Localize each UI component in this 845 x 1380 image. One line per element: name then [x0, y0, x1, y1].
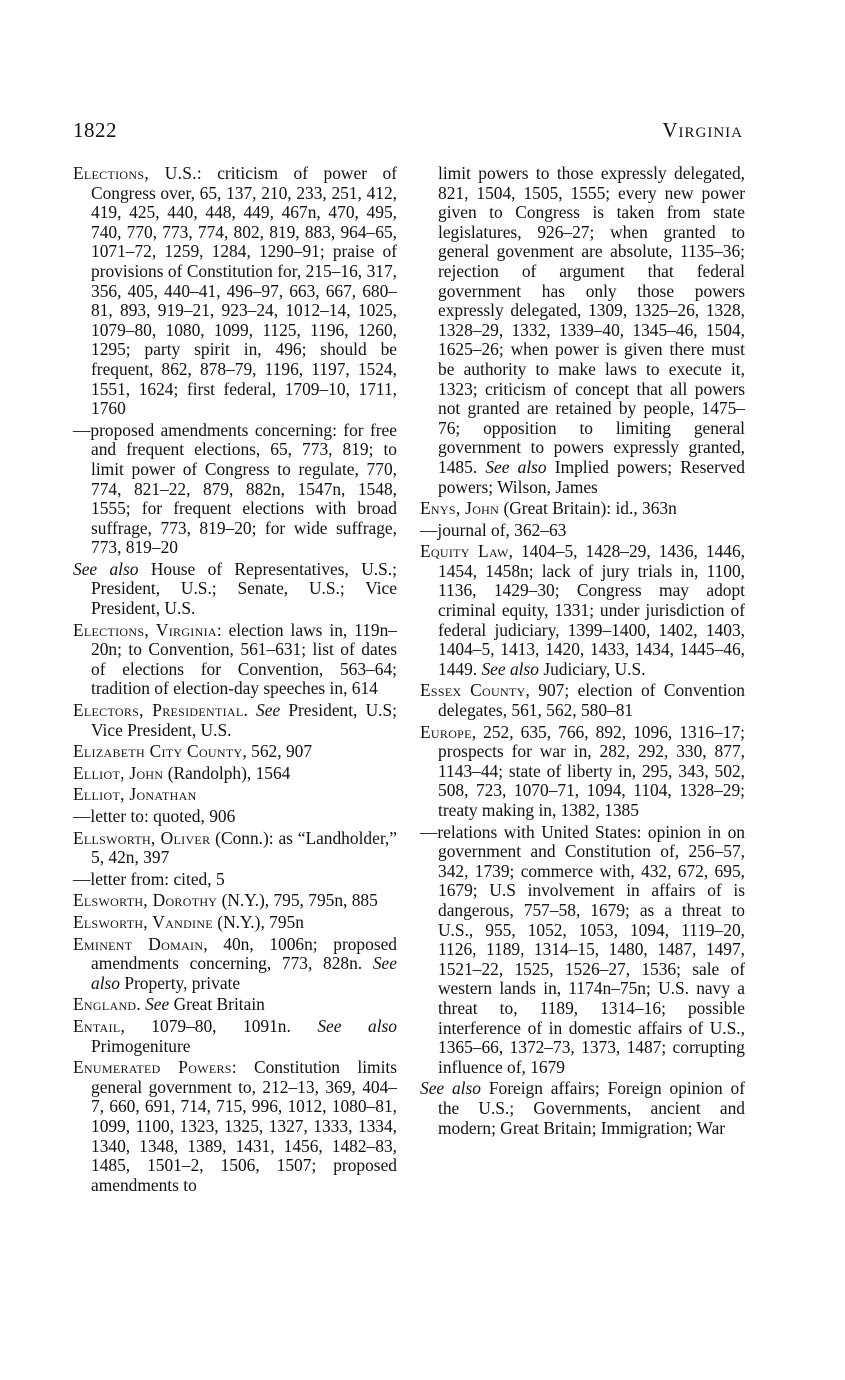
entry-heading: Elliot, Jonathan [73, 784, 197, 805]
entry-text: , 252, 635, 766, 892, 1096, 1316–17; prospects for war in, 282, 292, 330, 877, 1143–44; state of liberty in, 295, 343, 502, 508, 723, 1070–71, 1094, 1104, 1328–29; treaty making in, 1382, 1385 [438, 721, 745, 820]
entry-text: —proposed amendments concerning: for free and frequent elections, 65, 773, 819; to limit power of Congress to regulate, 770, 774, 821–22, 879, 882n, 1547n, 1548, 1555; for frequent elections with broad suffrage, 773, 819–20; for wide suffrage, 773, 819–20 [73, 419, 397, 558]
entry-text: , 907; election of Convention delegates, 561, 562, 580–81 [438, 680, 745, 721]
cross-reference-label: See also [481, 658, 539, 679]
index-entry [73, 829, 397, 868]
index-column-right [420, 164, 745, 1140]
entry-text: (Great Britain): id., 363n [499, 498, 677, 519]
index-entry [420, 499, 745, 519]
entry-heading: Equity Law [420, 541, 509, 562]
entry-heading: Electors, Presidential [73, 700, 244, 721]
index-entry [420, 823, 745, 1078]
entry-heading: Enumerated Powers [73, 1057, 232, 1078]
index-entry [73, 621, 397, 699]
entry-text: —letter from: cited, 5 [73, 868, 225, 889]
index-entry [420, 1079, 745, 1138]
entry-text: President, U.S; Vice President, U.S. [91, 700, 397, 740]
entry-text: Great Britain [169, 994, 265, 1015]
entry-heading: Elections, U.S. [73, 163, 197, 183]
entry-text: : Constitution limits general government to, 212–13, 369, 404–7, 660, 691, 714, 715, 996, 1012, 1080–81, 1099, 1100, 1323, 1325, 1327, 1333, 1334, 1340, 1348, 1389, 1431, 1456, 1482–83, 1485, 1501–2, 1506, 1507; proposed amendments to [91, 1057, 397, 1195]
entry-heading: Europe [420, 721, 472, 742]
page-number: 1822 [73, 118, 117, 142]
index-entry [73, 785, 397, 805]
index-entry [420, 521, 745, 541]
index-entry [73, 995, 397, 1015]
index-entry [73, 891, 397, 911]
cross-reference-label: See also [420, 1078, 481, 1099]
entry-text: House of Representatives, U.S.; President, U.S.; Senate, U.S.; Vice President, U.S. [91, 558, 397, 619]
entry-text: Implied powers; Reserved powers; Wilson, James [438, 456, 745, 497]
index-entry [73, 164, 397, 419]
index-entry [73, 1017, 397, 1056]
entry-text: —letter to: quoted, 906 [73, 806, 236, 826]
index-entry [73, 764, 397, 784]
index-entry [420, 681, 745, 720]
entry-heading: Elliot, John [73, 762, 164, 783]
index-entry [420, 723, 745, 821]
entry-heading: Ellsworth, Oliver [73, 827, 211, 848]
entry-text: , 1079–80, 1091n. [120, 1015, 318, 1036]
entry-heading: Entail [73, 1015, 121, 1036]
entry-text: (N.Y.), 795n [212, 911, 304, 932]
entry-heading: England [73, 994, 137, 1015]
cross-reference-label: See also [91, 953, 397, 993]
entry-heading: Elsworth, Vandine [73, 911, 213, 932]
page-header [73, 118, 743, 148]
entry-text: Primogeniture [91, 1035, 191, 1056]
entry-text: (Randolph), 1564 [163, 762, 291, 783]
entry-text: (N.Y.), 795, 795n, 885 [217, 890, 378, 911]
cross-reference-label: See [256, 700, 281, 721]
entry-heading: Elections, Virginia [73, 619, 217, 640]
index-entry [73, 742, 397, 762]
index-entry [73, 421, 397, 558]
index-entry [420, 164, 745, 497]
index-entry [420, 542, 745, 679]
entry-text: , 562, 907 [242, 741, 313, 762]
entry-heading: Eminent Domain [73, 933, 204, 954]
entry-heading: Elizabeth City County [73, 741, 243, 762]
index-entry [73, 935, 397, 994]
entry-text: : election laws in, 119n–20n; to Convention, 561–631; list of dates of elections for Convention, 563–64; tradition of election-day speeches in, 614 [91, 619, 397, 699]
index-entry [73, 807, 397, 827]
entry-text: (Conn.): as “Landholder,” 5, 42n, 397 [91, 827, 397, 868]
entry-text: , 40n, 1006n; proposed amendments concerning, 773, 828n. [91, 933, 398, 974]
entry-text: —journal of, 362–63 [420, 519, 567, 540]
index-entry [73, 701, 397, 740]
cross-reference-label: See also [485, 456, 547, 477]
entry-text: limit powers to those expressly delegated, 821, 1504, 1505, 1555; every new power given to Congress is taken from state legislatures, 926–27; when granted to general govenment are absolute, 1135–36; rejection of argument that federal government has only those powers expressly delegated, 1309, 1325–26, 1328, 1328–29, 1332, 1339–40, 1345–46, 1504, 1625–26; when power is given there must be authority to make laws to execute it, 1323; criticism of concept that all powers not granted are retained by people, 1475–76; opposition to limiting general government to powers expressly granted, 1485. [438, 163, 745, 477]
entry-text: —relations with United States: opinion in on government and Constitution of, 256–57, 342, 1739; commerce with, 432, 672, 695, 1679; U.S involvement in affairs of is dangerous, 757–58, 1679; as a threat to U.S., 955, 1052, 1053, 1094, 1119–20, 1126, 1189, 1314–15, 1480, 1487, 1497, 1521–22, 1525, 1526–27, 1536; sale of western lands in, 1174n–75n; U.S. navy a threat to, 1189, 1314–16; possible interference of in domestic affairs of U.S., 1365–66, 1372–73, 1373, 1487; corrupting influence of, 1679 [420, 821, 745, 1077]
cross-reference-label: See [145, 994, 170, 1015]
index-entry [73, 560, 397, 619]
entry-text: . [136, 994, 146, 1015]
cross-reference-label: See also [73, 558, 139, 579]
entry-text: Foreign affairs; Foreign opinion of the U.S.; Governments, ancient and modern; Great Britain; Immigration; War [438, 1078, 745, 1138]
entry-text: Property, private [120, 972, 241, 993]
cross-reference-label: See also [317, 1015, 397, 1036]
entry-text: , 1404–5, 1428–29, 1436, 1446, 1454, 1458n; lack of jury trials in, 1100, 1136, 1429–30; Congress may adopt criminal equity, 1331; under jurisdiction of federal judiciary, 1399–1400, 1402, 1403, 1404–5, 1413, 1420, 1433, 1434, 1445–46, 1449. [438, 541, 746, 679]
entry-heading: Enys, John [420, 498, 500, 519]
entry-heading: Elsworth, Dorothy [73, 890, 218, 911]
running-title: Virginia [662, 118, 743, 142]
index-entry [73, 913, 397, 933]
index-column-left [73, 164, 397, 1197]
index-entry [73, 1058, 397, 1195]
entry-heading: Essex County [420, 680, 526, 701]
entry-text: : criticism of power of Congress over, 65, 137, 210, 233, 251, 412, 419, 425, 440, 448, 449, 467n, 470, 495, 740, 770, 773, 774, 802, 819, 883, 964–65, 1071–72, 1259, 1284, 1290–91; praise of provisions of Constitution for, 215–16, 317, 356, 405, 440–41, 496–97, 663, 667, 680–81, 893, 919–21, 923–24, 1012–14, 1025, 1079–80, 1080, 1099, 1125, 1196, 1260, 1295; party spirit in, 496; should be frequent, 862, 878–79, 1196, 1197, 1524, 1551, 1624; first federal, 1709–10, 1711, 1760 [91, 163, 397, 419]
index-entry [73, 870, 397, 890]
entry-text: Judiciary, U.S. [538, 658, 646, 679]
entry-text: . [243, 700, 257, 721]
